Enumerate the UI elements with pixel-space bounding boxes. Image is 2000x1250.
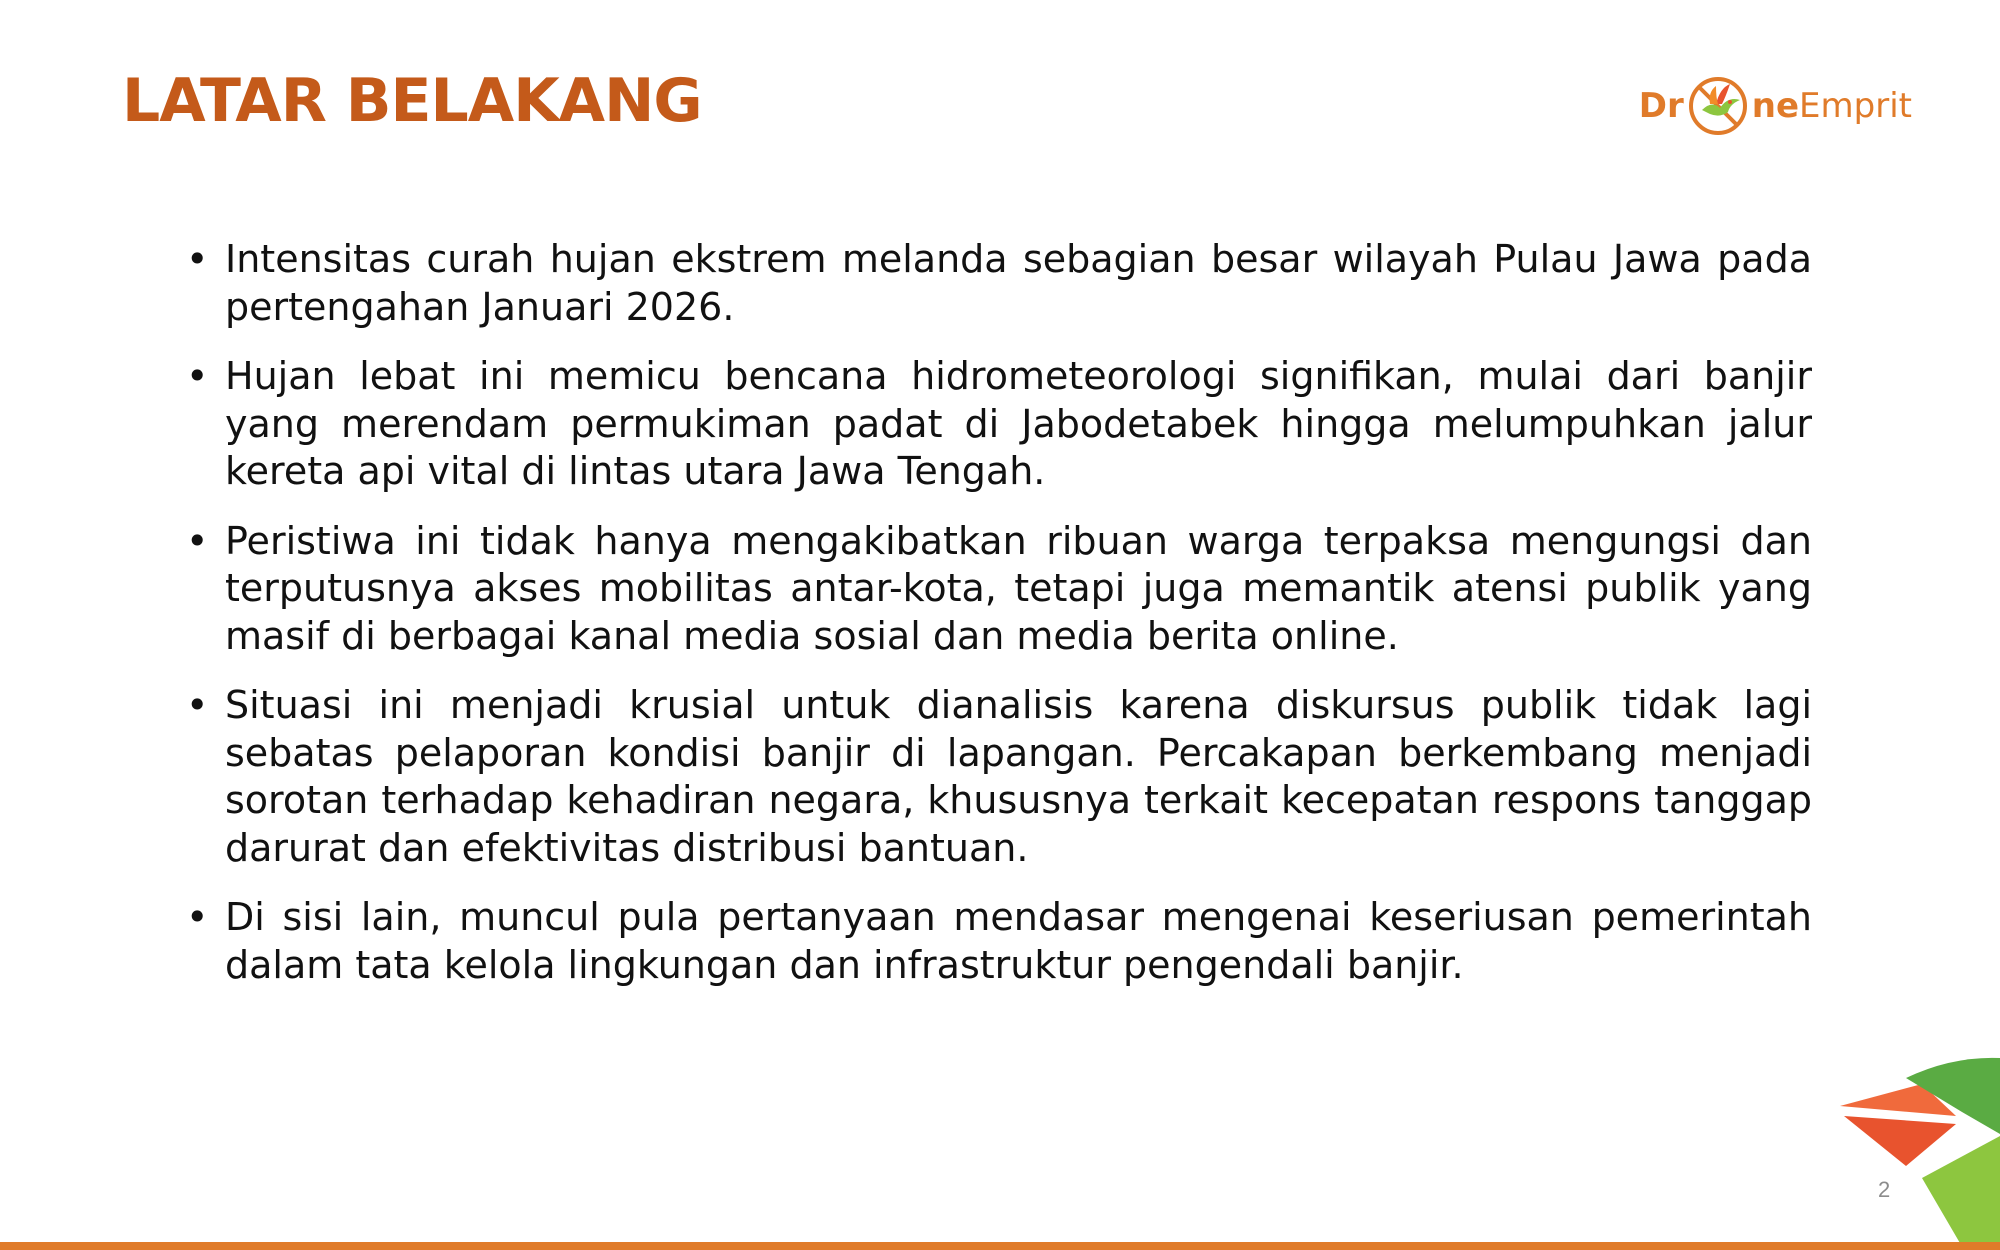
bullet-text: Hujan lebat ini memicu bencana hidrometeorologi signifikan, mulai dari banjir yang merendam permukiman padat di Jabodetabek hingga melumpuhkan jalur kereta api vital di lintas utara Jawa Tengah. xyxy=(225,354,1812,493)
bullet-dot: • xyxy=(186,683,209,727)
bullet-dot: • xyxy=(186,237,209,281)
bullet-dot: • xyxy=(186,895,209,939)
bullet-item xyxy=(180,894,1812,989)
drone-emprit-logo xyxy=(1639,74,1912,138)
bullet-dot: • xyxy=(186,354,209,398)
logo-text-dr: Dr xyxy=(1638,86,1684,126)
bullet-item xyxy=(180,236,1812,331)
deco-red-shard-bottom xyxy=(1844,1116,1956,1166)
bottom-accent-bar xyxy=(0,1242,2000,1250)
logo-text-ne: ne xyxy=(1751,86,1800,126)
bullet-text: Intensitas curah hujan ekstrem melanda sebagian besar wilayah Pulau Jawa pada pertengahan Januari 2026. xyxy=(225,237,1812,329)
bullet-text: Di sisi lain, muncul pula pertanyaan mendasar mengenai keseriusan pemerintah dalam tata kelola lingkungan dan infrastruktur pengendali banjir. xyxy=(225,895,1812,987)
bullet-list xyxy=(180,236,1812,1011)
bullet-item xyxy=(180,682,1812,872)
bullet-dot: • xyxy=(186,518,209,563)
bullet-item xyxy=(180,518,1812,661)
logo-text-emprit: Emprit xyxy=(1799,86,1912,126)
deco-lime-wedge xyxy=(1922,1136,2000,1250)
page-number: 2 xyxy=(1878,1177,1891,1202)
bullet-item xyxy=(180,353,1812,496)
bullet-text: Peristiwa ini tidak hanya mengakibatkan ribuan warga terpaksa mengungsi dan terputusnya akses mobilitas antar-kota, tetapi juga memantik atensi publik yang masif di berbagai kanal media sosial dan media berita online. xyxy=(225,518,1812,658)
bird-in-circle-icon xyxy=(1686,74,1750,138)
corner-decoration xyxy=(1840,1050,2000,1250)
bullet-text: Situasi ini menjadi krusial untuk dianalisis karena diskursus publik tidak lagi sebatas pelaporan kondisi banjir di lapangan. Percakapan berkembang menjadi sorotan terhadap kehadiran negara, khususnya terkait kecepatan respons tanggap darurat dan efektivitas distribusi bantuan. xyxy=(225,683,1812,870)
slide-title: LATAR BELAKANG xyxy=(122,66,702,136)
